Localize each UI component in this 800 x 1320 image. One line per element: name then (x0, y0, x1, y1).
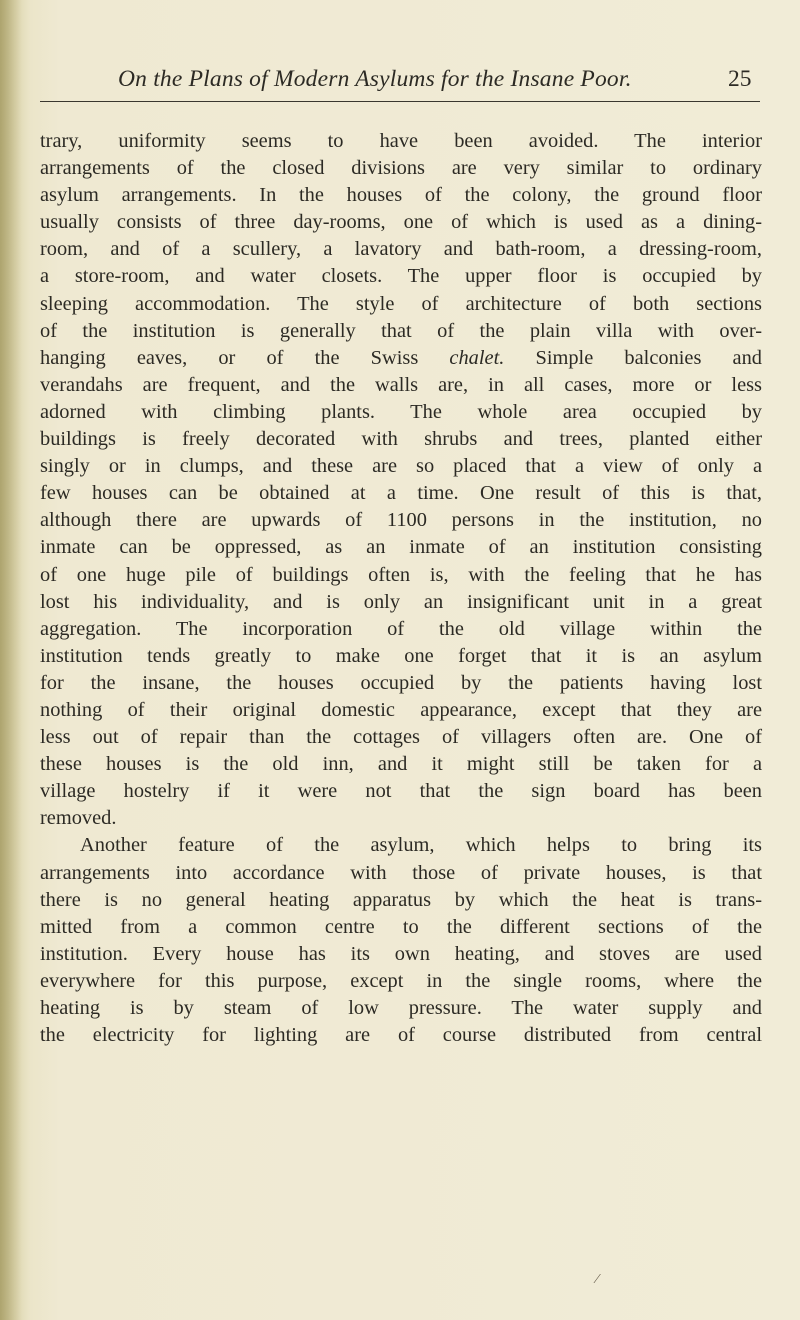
text-line: of the institution is generally that of the plain villa with over- (40, 319, 762, 342)
running-head (118, 66, 758, 93)
text-line: institution tends greatly to make one forget that it is an asylum (40, 644, 762, 667)
page-number: 25 (728, 66, 752, 92)
text-line: buildings is freely decorated with shrubs and trees, planted either (40, 428, 762, 451)
text-line: usually consists of three day-rooms, one of which is used as a dining- (40, 211, 762, 234)
text-line: few houses can be obtained at a time. One result of this is that, (40, 482, 762, 505)
text-fragment: Simple balconies and (535, 346, 763, 369)
text-line: asylum arrangements. In the houses of the colony, the ground floor (40, 184, 762, 207)
text-line: aggregation. The incorporation of the old village within the (40, 617, 762, 640)
text-line: sleeping accommodation. The style of architecture of both sections (40, 292, 762, 315)
italic-word: chalet. (449, 346, 505, 369)
header-rule (40, 101, 760, 102)
ink-speck: ⁄ (596, 1272, 599, 1287)
text-line: heating is by steam of low pressure. The water supply and (40, 997, 762, 1019)
text-line: arrangements of the closed divisions are very similar to ordinary (40, 157, 762, 180)
text-line: lost his individuality, and is only an insignificant unit in a great (40, 590, 762, 613)
text-line: room, and of a scullery, a lavatory and bath-room, a dressing-room, (40, 238, 762, 261)
text-line: less out of repair than the cottages of villagers often are. One of (40, 726, 762, 749)
text-line: the electricity for lighting are of course distributed from central (40, 1024, 762, 1047)
text-line: these houses is the old inn, and it might still be taken for a (40, 753, 762, 776)
text-line: institution. Every house has its own heating, and stoves are used (40, 942, 762, 965)
text-fragment: hanging eaves, or of the Swiss (40, 346, 419, 369)
text-line: nothing of their original domestic appearance, except that they are (40, 698, 762, 721)
text-line: adorned with climbing plants. The whole area occupied by (40, 400, 762, 423)
text-line: everywhere for this purpose, except in the single rooms, where the (40, 969, 762, 992)
text-line: a store-room, and water closets. The upper floor is occupied by (40, 265, 762, 288)
paragraph-start-line: Another feature of the asylum, which helps to bring its (80, 834, 762, 857)
text-line: there is no general heating apparatus by which the heat is trans- (40, 888, 762, 911)
text-line: mitted from a common centre to the different sections of the (40, 915, 762, 938)
text-line-with-italic (40, 345, 762, 372)
paragraph-end-line: removed. (40, 807, 117, 830)
text-line: verandahs are frequent, and the walls are, in all cases, more or less (40, 373, 762, 396)
text-line: of one huge pile of buildings often is, with the feeling that he has (40, 563, 762, 586)
text-line: village hostelry if it were not that the sign board has been (40, 780, 762, 803)
body-text (40, 128, 762, 1049)
text-line: inmate can be oppressed, as an inmate of an institution consisting (40, 536, 762, 559)
text-line: trary, uniformity seems to have been avoided. The interior (40, 130, 762, 152)
text-line: although there are upwards of 1100 persons in the institution, no (40, 509, 762, 532)
running-title: On the Plans of Modern Asylums for the Insane Poor. (118, 66, 632, 92)
text-line: for the insane, the houses occupied by the patients having lost (40, 671, 762, 694)
binding-shadow (0, 0, 22, 1320)
text-line: arrangements into accordance with those of private houses, is that (40, 861, 762, 884)
text-line: singly or in clumps, and these are so placed that a view of only a (40, 455, 762, 478)
